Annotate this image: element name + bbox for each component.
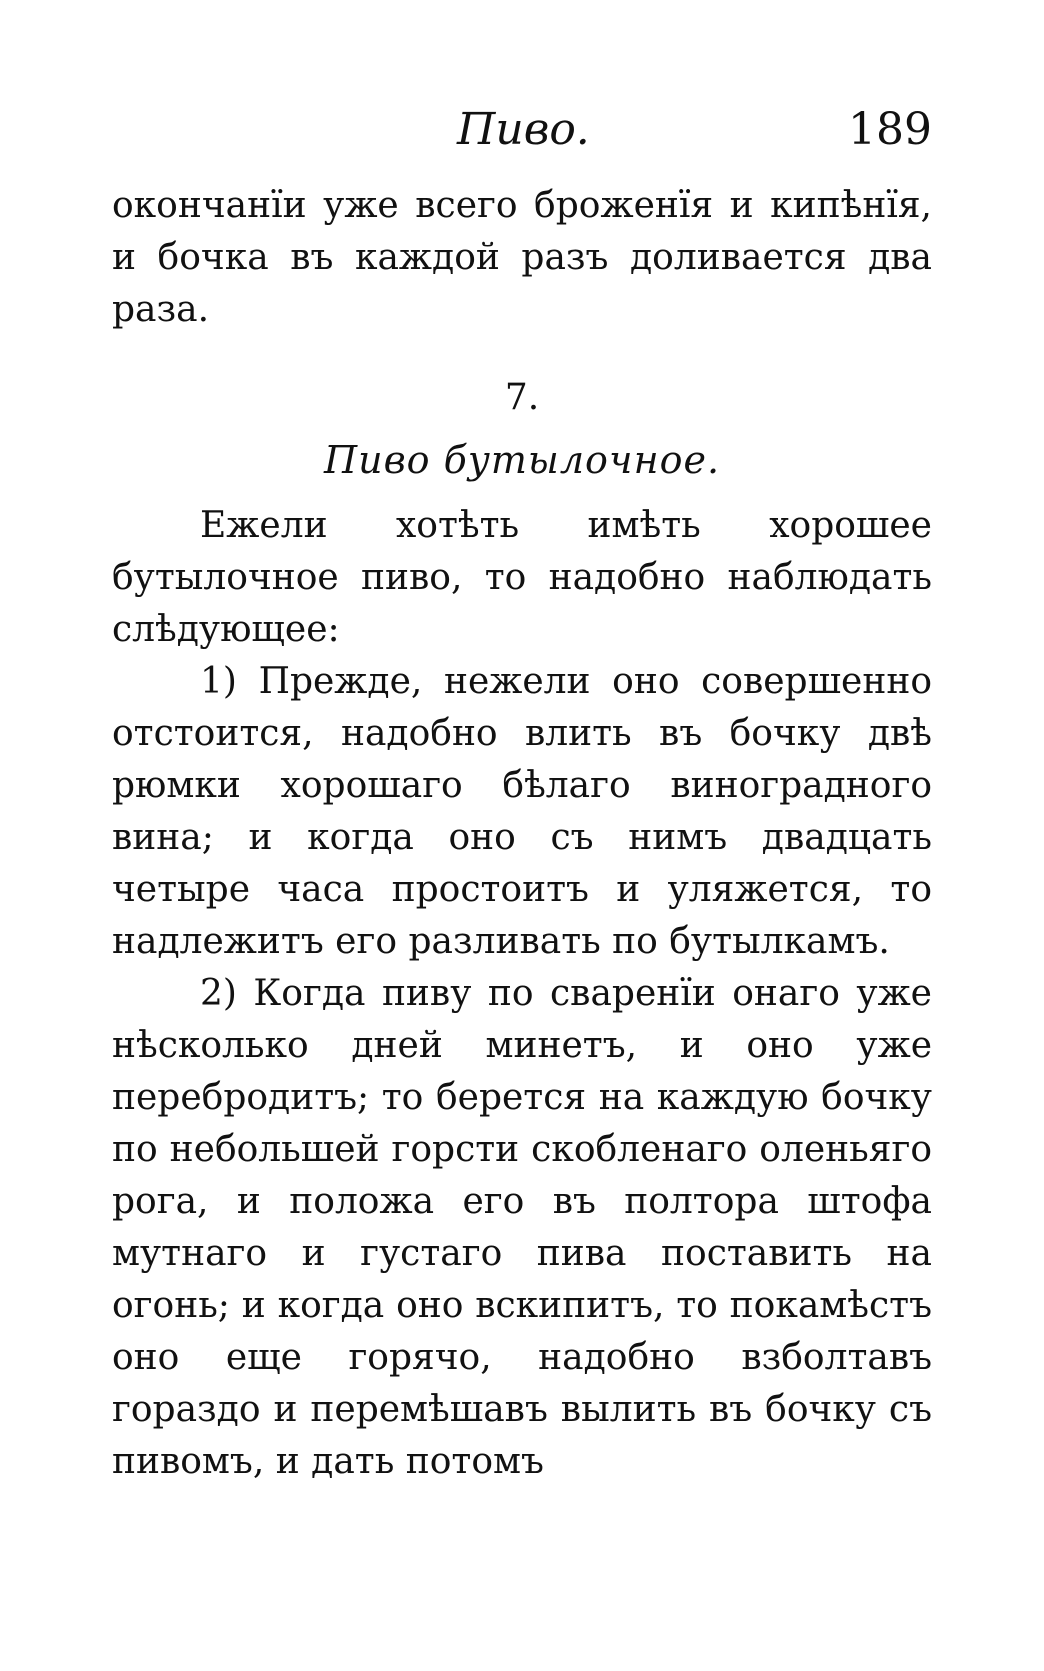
paragraph-intro: Ежели хотѣть имѣть хорошее бутылочное пиво, то надобно наблюдать слѣдующее: [112,505,932,650]
continuation-paragraph: окончанїи уже всего броженїя и кипѣнїя, и бочка въ каждой разъ доливается два раза. [112,185,932,330]
book-page [112,100,932,1488]
section-title: Пиво бутылочное. [323,438,721,482]
paragraph-item-2: 2) Когда пиву по сваренїи онаго уже нѣсколько дней минетъ, и оно уже перебродитъ; то берется на каждую бочку по небольшей горсти скобленаго оленьяго рога, и положа его въ полтора штофа мутнаго и густаго пива поставить на огонь; и когда оно вскипитъ, то покамѣстъ оно еще горячо, надобно взболтавъ гораздо и перемѣшавъ вылить въ бочку съ пивомъ, и дать потомъ [112,973,932,1482]
paragraph-item-1: 1) Прежде, нежели оно совершенно отстоится, надобно влить въ бочку двѣ рюмки хорошаго бѣлаго виноградного вина; и когда оно съ нимъ двадцать четыре часа простоитъ и уляжется, то надлежитъ его разливать по бутылкамъ. [112,661,932,962]
section-number: 7. [504,377,540,418]
page-number: 189 [848,104,932,155]
page-header [112,100,932,180]
spacer [112,336,932,372]
running-head: Пиво. [457,104,590,155]
